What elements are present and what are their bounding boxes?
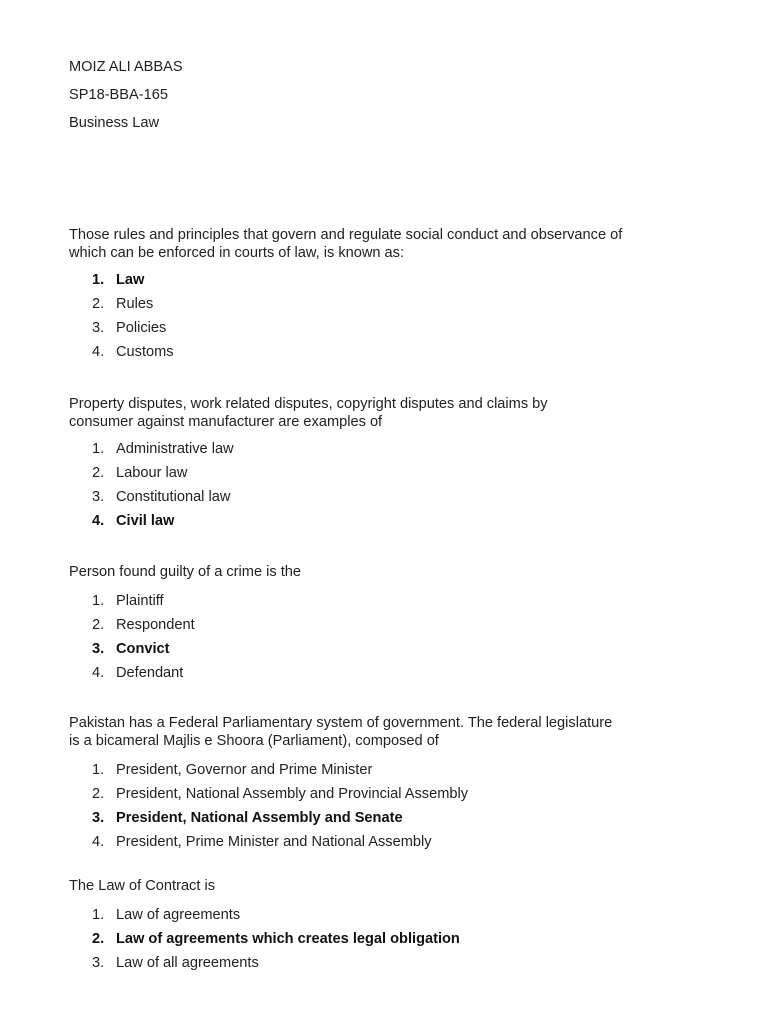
question-line: consumer against manufacturer are examples of (69, 414, 383, 430)
option-text: President, Governor and Prime Minister (116, 762, 373, 778)
question-4-text (69, 714, 709, 750)
option-text: Policies (116, 320, 167, 336)
question-line: The Law of Contract is (69, 878, 216, 894)
question-line: Property disputes, work related disputes, copyright disputes and claims by (69, 396, 548, 412)
question-line: Pakistan has a Federal Parliamentary system of government. The federal legislature (69, 715, 613, 731)
question-line: Person found guilty of a crime is the (69, 564, 301, 580)
option-text: Plaintiff (116, 593, 164, 609)
option-number: 3. (92, 320, 105, 336)
option-text: Rules (116, 296, 154, 312)
roll-number: SP18-BBA-165 (69, 87, 168, 103)
option-text: Civil law (116, 513, 175, 529)
option-text: Law of agreements (116, 907, 241, 923)
question-3-text (69, 563, 709, 581)
option-number: 1. (92, 441, 105, 457)
course-title: Business Law (69, 115, 160, 131)
option-text: President, National Assembly and Senate (116, 810, 403, 826)
option-text: Administrative law (116, 441, 234, 457)
option-number: 2. (92, 931, 105, 947)
option-text: Law (116, 272, 145, 288)
question-2-text (69, 395, 709, 431)
option-text: Law of agreements which creates legal obligation (116, 931, 460, 947)
option-number: 2. (92, 296, 105, 312)
option-text: Labour law (116, 465, 188, 481)
option-text: Law of all agreements (116, 955, 259, 971)
option-number: 4. (92, 834, 105, 850)
option-text: President, Prime Minister and National Assembly (116, 834, 432, 850)
option-number: 4. (92, 513, 105, 529)
option-number: 4. (92, 665, 105, 681)
option-text: Respondent (116, 617, 195, 633)
option-number: 1. (92, 762, 105, 778)
option-number: 4. (92, 344, 105, 360)
student-name: MOIZ ALI ABBAS (69, 59, 183, 75)
option-number: 3. (92, 641, 105, 657)
option-number: 3. (92, 489, 105, 505)
option-number: 1. (92, 593, 105, 609)
option-text: Defendant (116, 665, 184, 681)
option-number: 3. (92, 955, 105, 971)
question-line: is a bicameral Majlis e Shoora (Parliament), composed of (69, 733, 439, 749)
question-1-text (69, 226, 709, 262)
option-number: 1. (92, 272, 105, 288)
question-line: Those rules and principles that govern and regulate social conduct and observance of (69, 227, 623, 243)
option-number: 3. (92, 810, 105, 826)
option-text: Customs (116, 344, 174, 360)
option-number: 2. (92, 465, 105, 481)
question-5-text (69, 877, 709, 895)
option-text: Convict (116, 641, 170, 657)
question-line: which can be enforced in courts of law, is known as: (69, 245, 405, 261)
option-text: Constitutional law (116, 489, 231, 505)
option-number: 2. (92, 617, 105, 633)
option-number: 1. (92, 907, 105, 923)
option-number: 2. (92, 786, 105, 802)
option-text: President, National Assembly and Provincial Assembly (116, 786, 469, 802)
